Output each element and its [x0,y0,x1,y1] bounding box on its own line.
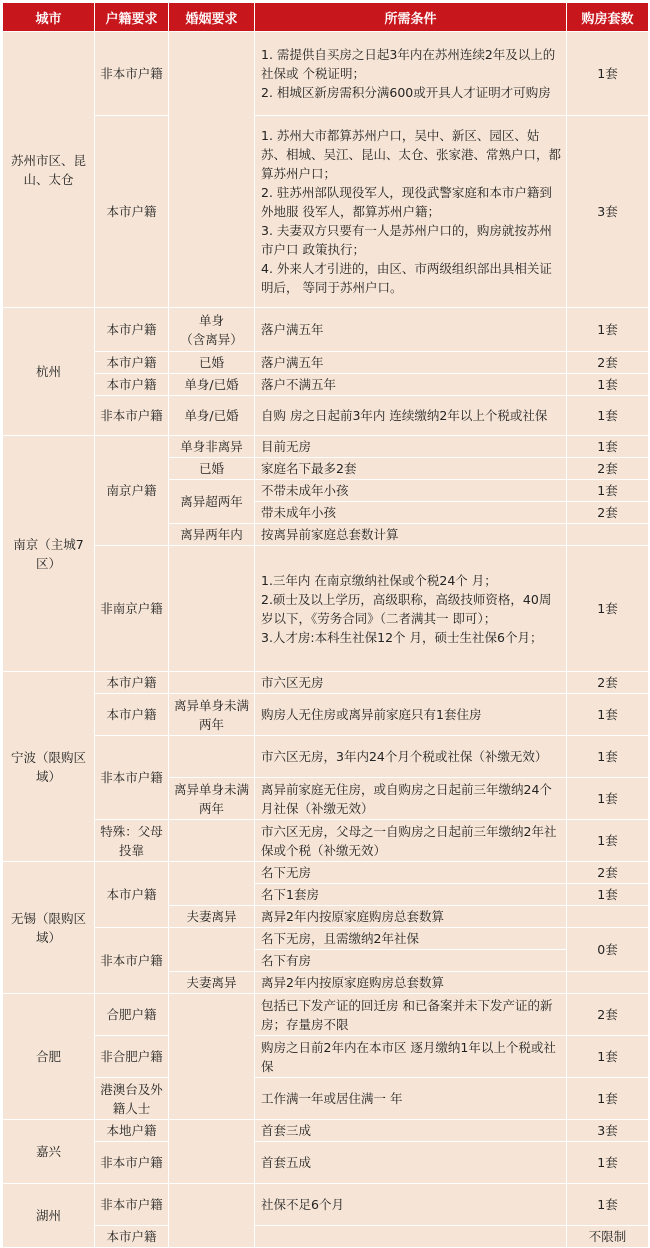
count-cell: 2套 [567,502,649,524]
purchase-policy-table [2,2,649,1248]
city-cell-huzhou: 湖州 [3,1184,95,1248]
count-cell: 1套 [567,1184,649,1226]
hukou-cell: 非本市户籍 [95,32,169,116]
count-cell: 2套 [567,458,649,480]
city-cell-nanjing: 南京（主城7区） [3,436,95,672]
count-cell: 1套 [567,820,649,862]
condition-cell: 带未成年小孩 [255,502,567,524]
table-row [3,546,649,672]
condition-cell: 名下无房 [255,862,567,884]
table-row [3,1184,649,1226]
count-cell: 1套 [567,480,649,502]
table-row [3,994,649,1036]
count-cell: 1套 [567,1142,649,1184]
hukou-cell: 本市户籍 [95,694,169,736]
hukou-cell: 非本市户籍 [95,1142,169,1184]
count-cell: 1套 [567,308,649,352]
count-cell: 1套 [567,736,649,778]
marriage-cell: 已婚 [169,458,255,480]
marriage-cell: 夫妻离异 [169,906,255,928]
table-row [3,396,649,436]
marriage-cell-empty [169,820,255,862]
count-cell: 1套 [567,374,649,396]
count-cell: 1套 [567,1078,649,1120]
hukou-cell: 港澳台及外籍人士 [95,1078,169,1120]
count-cell: 1套 [567,1036,649,1078]
hukou-cell: 非本市户籍 [95,736,169,820]
hukou-cell: 合肥户籍 [95,994,169,1036]
marriage-cell: 夫妻离异 [169,972,255,994]
table-row [3,1142,649,1184]
marriage-cell-empty [169,1120,255,1184]
hukou-cell: 非南京户籍 [95,546,169,672]
hukou-cell: 非本市户籍 [95,928,169,994]
hukou-cell: 南京户籍 [95,436,169,546]
table-row [3,308,649,352]
condition-cell: 离异2年内按原家庭购房总套数算 [255,906,567,928]
count-cell: 2套 [567,352,649,374]
condition-cell: 1. 苏州大市都算苏州户口，吴中、新区、园区、姑苏、相城、吴江、昆山、太仓、张家港、常熟户口，都算苏州户口； 2. 驻苏州部队现役军人，现役武警家庭和本市户籍到外地服 役军人，都算苏州户籍； 3. 夫妻双方只要有一人是苏州户口的，购房就按苏州市户口 政策执行； 4. 外来人才引进的，由区、市两级组织部出具相关证明后， 等同于苏州户口。 [255,116,567,308]
table-row [3,374,649,396]
header-row [3,3,649,32]
count-cell: 0套 [567,928,649,972]
marriage-cell-empty [169,1184,255,1248]
table-row [3,116,649,308]
marriage-cell: 已婚 [169,352,255,374]
condition-cell: 工作满一年或居住满一 年 [255,1078,567,1120]
hukou-cell: 本市户籍 [95,116,169,308]
header-conditions: 所需条件 [255,3,567,32]
condition-cell: 市六区无房 [255,672,567,694]
count-cell: 2套 [567,672,649,694]
marriage-cell: 单身 （含离异） [169,308,255,352]
condition-cell: 离异前家庭无住房，或自购房之日起前三年缴纳24个月社保（补缴无效） [255,778,567,820]
table-row [3,694,649,736]
marriage-cell: 离异单身未满两年 [169,778,255,820]
count-cell: 1套 [567,694,649,736]
hukou-cell: 本市户籍 [95,352,169,374]
table-row [3,672,649,694]
city-cell-jiaxing: 嘉兴 [3,1120,95,1184]
marriage-cell-empty [169,32,255,308]
table-row [3,1226,649,1248]
header-purchase-count: 购房套数 [567,3,649,32]
count-cell: 1套 [567,396,649,436]
city-cell-hefei: 合肥 [3,994,95,1120]
table-row [3,436,649,458]
condition-cell: 1. 需提供自买房之日起3年内在苏州连续2年及以上的社保或 个税证明； 2. 相城区新房需积分满600或开具人才证明才可购房 [255,32,567,116]
marriage-cell-empty [169,736,255,778]
condition-cell: 社保不足6个月 [255,1184,567,1226]
hukou-cell: 本市户籍 [95,308,169,352]
table-row [3,1036,649,1078]
condition-cell: 落户满五年 [255,352,567,374]
condition-cell: 首套三成 [255,1120,567,1142]
marriage-cell: 离异两年内 [169,524,255,546]
condition-cell: 目前无房 [255,436,567,458]
hukou-cell: 非本市户籍 [95,396,169,436]
count-cell: 1套 [567,32,649,116]
marriage-cell-empty [169,862,255,906]
hukou-cell: 本市户籍 [95,1226,169,1248]
marriage-cell: 单身非离异 [169,436,255,458]
marriage-cell: 离异单身未满两年 [169,694,255,736]
hukou-cell: 特殊：父母投靠 [95,820,169,862]
count-cell: 3套 [567,116,649,308]
condition-cell: 家庭名下最多2套 [255,458,567,480]
hukou-cell: 本市户籍 [95,862,169,928]
table-row [3,32,649,116]
condition-cell: 购房人无住房或离异前家庭只有1套住房 [255,694,567,736]
condition-cell: 落户不满五年 [255,374,567,396]
condition-cell: 离异2年内按原家庭购房总套数算 [255,972,567,994]
condition-cell: 名下无房，且需缴纳2年社保 [255,928,567,950]
condition-cell: 1.三年内 在南京缴纳社保或个税24个 月； 2.硕士及以上学历，高级职称，高级技师资格，40周岁以下，《劳务合同》（二者满其一 即可）； 3.人才房:本科生社保12个 月，硕士生社保6个月； [255,546,567,672]
table-row [3,736,649,778]
count-cell: 不限制 [567,1226,649,1248]
hukou-cell: 本市户籍 [95,672,169,694]
condition-cell: 购房之日前2年内在本市区 逐月缴纳1年以上个税或社保 [255,1036,567,1078]
header-marriage: 婚姻要求 [169,3,255,32]
count-cell: 1套 [567,436,649,458]
city-cell-hangzhou: 杭州 [3,308,95,436]
condition-cell: 按离异前家庭总套数计算 [255,524,567,546]
count-cell [567,972,649,994]
condition-cell: 名下有房 [255,950,567,972]
header-city: 城市 [3,3,95,32]
count-cell: 1套 [567,546,649,672]
hukou-cell: 本地户籍 [95,1120,169,1142]
city-cell-wuxi: 无锡（限购区域） [3,862,95,994]
table-row [3,928,649,950]
count-cell: 3套 [567,1120,649,1142]
marriage-cell-empty [169,928,255,972]
city-cell-suzhou: 苏州市区、昆山、太仓 [3,32,95,308]
condition-cell [255,1226,567,1248]
count-cell: 1套 [567,778,649,820]
marriage-cell: 单身/已婚 [169,396,255,436]
header-hukou: 户籍要求 [95,3,169,32]
condition-cell: 首套五成 [255,1142,567,1184]
condition-cell: 市六区无房，父母之一自购房之日起前三年缴纳2年社保或个税（补缴无效） [255,820,567,862]
condition-cell: 落户满五年 [255,308,567,352]
marriage-cell-empty [169,546,255,672]
marriage-cell: 单身/已婚 [169,374,255,396]
table-row [3,352,649,374]
hukou-cell: 非本市户籍 [95,1184,169,1226]
city-cell-ningbo: 宁波（限购区域） [3,672,95,862]
marriage-cell-empty [169,672,255,694]
count-cell [567,906,649,928]
marriage-cell-empty [169,994,255,1120]
condition-cell: 不带未成年小孩 [255,480,567,502]
count-cell: 2套 [567,994,649,1036]
hukou-cell: 非合肥户籍 [95,1036,169,1078]
marriage-cell: 离异超两年 [169,480,255,524]
count-cell: 1套 [567,884,649,906]
table-row [3,820,649,862]
condition-cell: 自购 房之日起前3年内 连续缴纳2年以上个税或社保 [255,396,567,436]
table-row [3,1078,649,1120]
table-row [3,862,649,884]
condition-cell: 包括已下发产证的回迁房 和已备案并未下发产证的新房；存量房不限 [255,994,567,1036]
table-row [3,1120,649,1142]
count-cell: 2套 [567,862,649,884]
hukou-cell: 本市户籍 [95,374,169,396]
condition-cell: 名下1套房 [255,884,567,906]
condition-cell: 市六区无房，3年内24个月个税或社保（补缴无效） [255,736,567,778]
count-cell [567,524,649,546]
